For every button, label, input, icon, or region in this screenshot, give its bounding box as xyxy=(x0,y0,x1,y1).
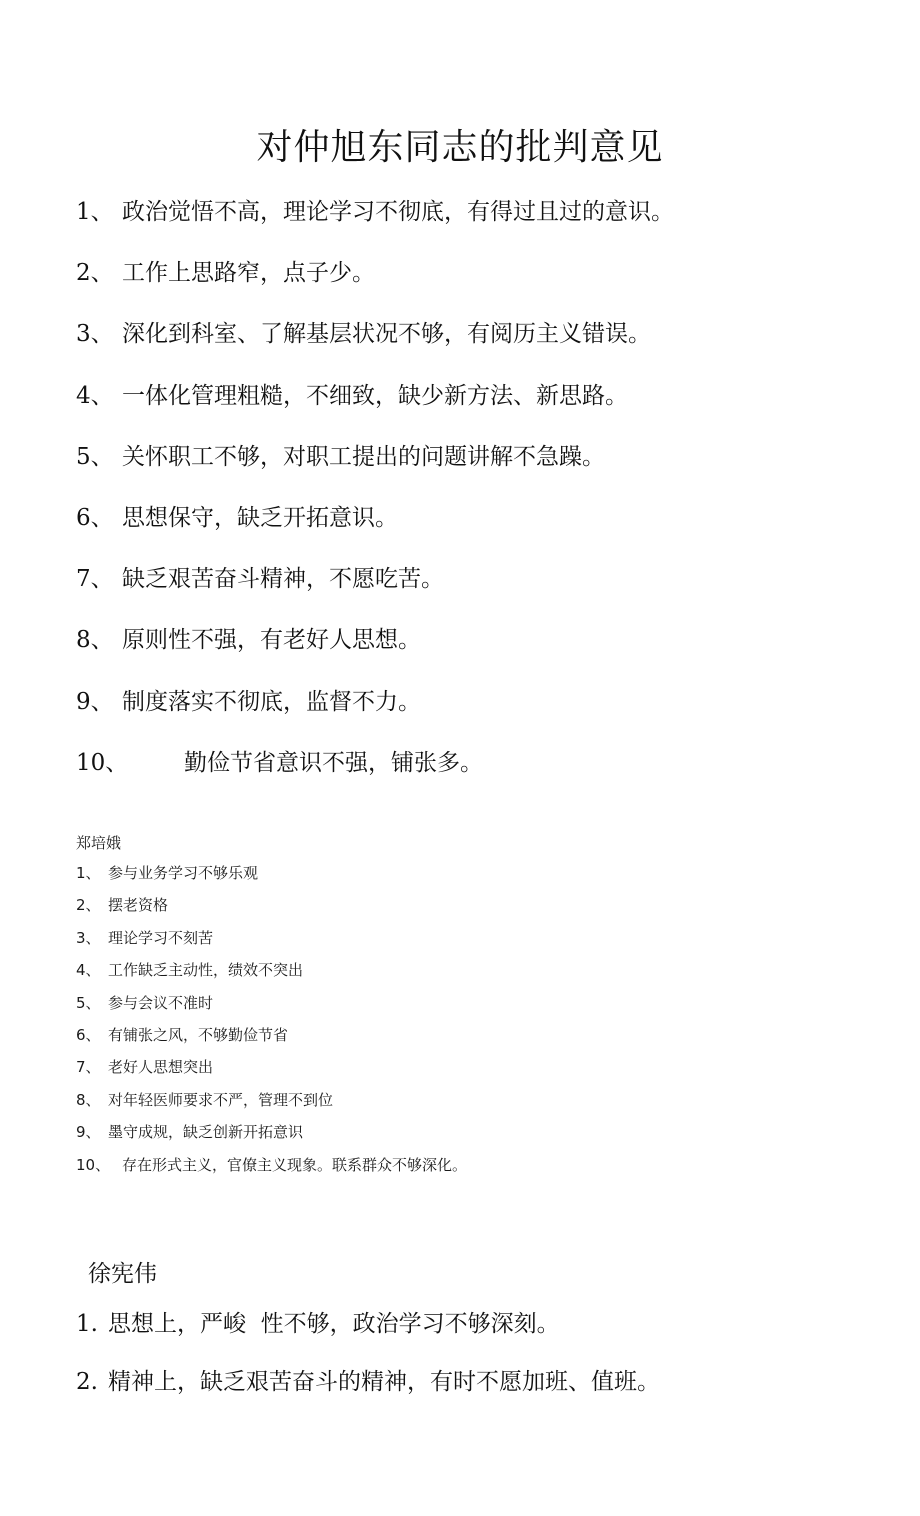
item-text: 缺乏艰苦奋斗精神，不愿吃苦。 xyxy=(122,566,444,593)
page-title: 对仲旭东同志的批判意见 xyxy=(256,127,664,168)
item-text: 勤俭节省意识不强，铺张多。 xyxy=(184,749,483,776)
critique-section-2 xyxy=(76,829,896,1181)
list-item xyxy=(76,1360,896,1418)
item-number: 1. xyxy=(76,1311,98,1337)
list-item xyxy=(76,1116,896,1148)
list-item xyxy=(76,312,896,373)
item-number: 9、 xyxy=(76,688,114,715)
list-item xyxy=(76,889,896,921)
item-text: 制度落实不彻底，监督不力。 xyxy=(122,688,421,715)
list-item xyxy=(76,251,896,312)
list-item xyxy=(76,1149,896,1181)
item-number: 5、 xyxy=(76,443,114,470)
list-item xyxy=(76,496,896,557)
list-item xyxy=(76,857,896,889)
item-text: 一体化管理粗糙，不细致，缺少新方法、新思路。 xyxy=(122,382,628,409)
item-number: 2、 xyxy=(76,260,114,287)
list-item xyxy=(76,374,896,435)
item-text: 参与业务学习不够乐观 xyxy=(108,864,259,882)
list-item xyxy=(76,741,896,802)
item-text: 对年轻医师要求不严，管理不到位 xyxy=(108,1090,334,1109)
item-text: 理论学习不刻苦 xyxy=(108,928,214,947)
item-number: 1、 xyxy=(76,199,114,225)
person-name: 徐宪伟 xyxy=(88,1261,157,1287)
item-number: 3、 xyxy=(76,928,101,947)
item-text: 存在形式主义，官僚主义现象。联系群众不够深化。 xyxy=(122,1155,468,1174)
list-item xyxy=(76,1084,896,1116)
item-text: 原则性不强，有老好人思想。 xyxy=(122,627,421,654)
list-item xyxy=(76,987,896,1019)
item-text: 参与会议不准时 xyxy=(108,993,214,1012)
item-number: 9、 xyxy=(76,1123,101,1142)
item-text: 有铺张之风，不够勤俭节省 xyxy=(108,1025,289,1044)
list-item xyxy=(76,435,896,496)
item-text: 工作缺乏主动性，绩效不突出 xyxy=(108,961,304,980)
item-text: 墨守成规，缺乏创新开拓意识 xyxy=(108,1123,304,1142)
list-item xyxy=(76,954,896,986)
item-number: 10、 xyxy=(76,749,129,776)
item-number: 5、 xyxy=(76,993,101,1012)
item-text: 摆老资格 xyxy=(108,896,169,915)
item-text: 思想上，严峻 性不够，政治学习不够深刻。 xyxy=(108,1311,560,1337)
item-text: 思想保守，缺乏开拓意识。 xyxy=(122,504,398,531)
person-name: 郑培娥 xyxy=(76,834,122,852)
list-item xyxy=(76,922,896,954)
item-number: 8、 xyxy=(76,1090,101,1109)
item-number: 2. xyxy=(76,1369,98,1395)
list-item xyxy=(76,557,896,618)
item-text: 深化到科室、了解基层状况不够，有阅历主义错误。 xyxy=(122,321,651,348)
item-number: 4、 xyxy=(76,961,101,980)
item-text: 关怀职工不够，对职工提出的问题讲解不急躁。 xyxy=(122,443,605,470)
item-number: 3、 xyxy=(76,321,114,348)
list-item xyxy=(76,1051,896,1083)
list-item xyxy=(76,1019,896,1051)
item-text: 精神上，缺乏艰苦奋斗的精神，有时不愿加班、值班。 xyxy=(108,1369,660,1395)
item-text: 老好人思想突出 xyxy=(108,1058,214,1077)
list-item xyxy=(76,1302,896,1360)
item-number: 6、 xyxy=(76,504,114,531)
item-number: 6、 xyxy=(76,1025,101,1044)
item-number: 8、 xyxy=(76,627,114,654)
critique-section-3 xyxy=(76,1254,896,1418)
list-item xyxy=(76,190,896,251)
list-item xyxy=(76,680,896,741)
item-number: 7、 xyxy=(76,1058,101,1077)
item-number: 2、 xyxy=(76,896,101,915)
item-number: 4、 xyxy=(76,382,114,409)
item-number: 1、 xyxy=(76,864,101,882)
list-item xyxy=(76,618,896,679)
item-number: 7、 xyxy=(76,566,114,593)
item-text: 工作上思路窄，点子少。 xyxy=(122,260,375,287)
critique-list-main xyxy=(76,190,896,802)
item-number: 10、 xyxy=(76,1155,111,1174)
item-text: 政治觉悟不高，理论学习不彻底，有得过且过的意识。 xyxy=(122,199,674,225)
